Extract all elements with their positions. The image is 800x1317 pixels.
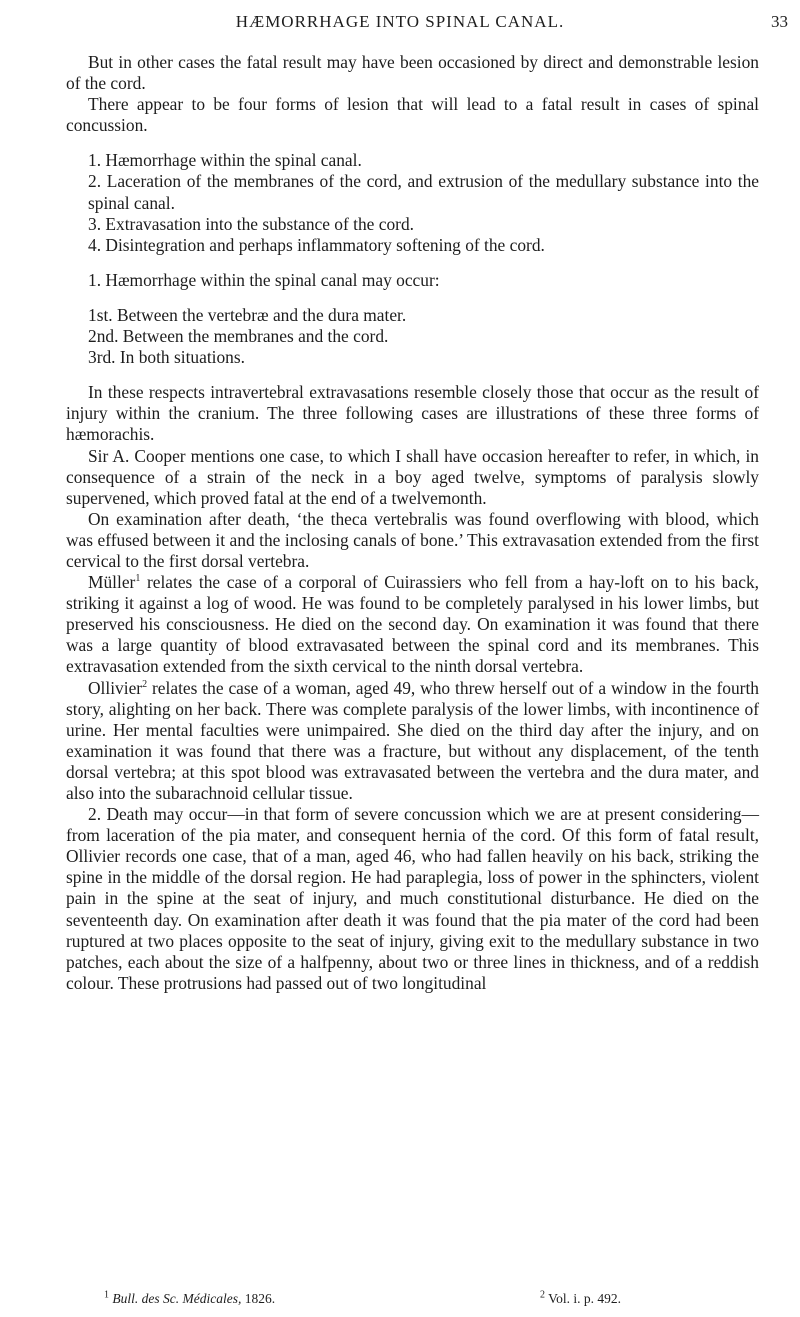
page-header — [0, 12, 800, 42]
page-body — [66, 52, 759, 994]
paragraph-ollivier-text: relates the case of a woman, aged 49, who threw herself out of a window in the fourth story, alighting on her back. There was complete paralysis of the lower limbs, with incontinence of urine. Her mental faculties were unimpaired. She died on the third day after the injury, and on examination it was found that there was a fracture, but without any displacement, of the tenth dorsal vertebra; at this spot blood was extravasated between the vertebra and the dura mater, and also into the subarachnoid cellular tissue. — [66, 677, 759, 803]
footnote-mark: 1 — [104, 1289, 109, 1301]
paragraph-ollivier — [66, 678, 759, 805]
list-item-form-4: 4. Disintegration and perhaps inflammatory softening of the cord. — [88, 234, 545, 255]
footnote-ref-1: 1 — [135, 573, 141, 585]
footnote-text: Vol. i. p. 492. — [545, 1291, 622, 1306]
haemorrhage-lead: 1. Hæmorrhage within the spinal canal may occur: — [88, 269, 440, 290]
page-number: 33 — [771, 12, 788, 31]
footnote-2 — [540, 1291, 621, 1307]
footnote-1 — [104, 1291, 275, 1307]
list-item-situation-3: 3rd. In both situations. — [88, 347, 245, 368]
paragraph-muller — [66, 572, 759, 677]
paragraph-laceration: 2. Death may occur—in that form of severe concussion which we are at present considering—from laceration of the pia mater, and consequent hernia of the cord. Of this form of fatal result, Ollivier records one case, that of a man, aged 46, who had fallen heavily on his back, striking the spine in the middle of the dorsal region. He had paraplegia, loss of power in the sphincters, violent pain in the spine at the seat of injury, and much constitutional disturbance. He died on the seventeenth day. On examination after death it was found that the pia mater of the cord had been ruptured at two places opposite to the seat of injury, giving exit to the medullary substance in two patches, each about the size of a halfpenny, about two or three lines in thickness, and of a reddish colour. These protrusions had passed out of two longitudinal — [66, 804, 759, 993]
list-item-form-2: 2. Laceration of the membranes of the cord, and extrusion of the medullary substance into the spinal canal. — [88, 171, 759, 213]
paragraph-intro: But in other cases the fatal result may have been occasioned by direct and demonstrable lesion of the cord. — [66, 52, 759, 94]
footnote-year: 1826. — [241, 1291, 276, 1306]
paragraph-four-forms: There appear to be four forms of lesion that will lead to a fatal result in cases of spinal concussion. — [66, 94, 759, 136]
author-name: Müller — [88, 572, 136, 593]
paragraph-examination: On examination after death, ‘the theca vertebralis was found overflowing with blood, which was effused between it and the inclosing canals of bone.’ This extravasation extended from the first cervical to the first dorsal vertebra. — [66, 508, 759, 571]
paragraph-intravertebral: In these respects intravertebral extravasations resemble closely those that occur as the result of injury within the cranium. The three following cases are illustrations of these three forms of hæmorachis. — [66, 382, 759, 445]
footnote-ref-2: 2 — [142, 678, 148, 690]
list-item-situation-1: 1st. Between the vertebræ and the dura mater. — [88, 304, 407, 325]
footnote-title: Bull. des Sc. Médicales, — [112, 1291, 242, 1306]
footnotes — [0, 1289, 800, 1316]
paragraph-cooper: Sir A. Cooper mentions one case, to which I shall have occasion hereafter to refer, in which, in consequence of a strain of the neck in a boy aged twelve, symptoms of paralysis slowly supervened, which proved fatal at the end of a twelvemonth. — [66, 445, 759, 508]
running-head: HÆMORRHAGE INTO SPINAL CANAL. — [235, 12, 565, 31]
author-name: Ollivier — [88, 677, 143, 698]
paragraph-muller-text: relates the case of a corporal of Cuirassiers who fell from a hay-loft on to his back, striking it against a log of wood. He was found to be completely paralysed in his lower limbs, but preserved his consciousness. He died on the second day. On examination it was found that there was a large quantity of blood extravasated between the spinal cord and its membranes. This extravasation extended from the sixth cervical to the ninth dorsal vertebra. — [66, 572, 759, 677]
list-item-form-3: 3. Extravasation into the substance of the cord. — [88, 213, 414, 234]
list-item-situation-2: 2nd. Between the membranes and the cord. — [88, 326, 389, 347]
footnote-mark: 2 — [540, 1289, 545, 1301]
list-item-form-1: 1. Hæmorrhage within the spinal canal. — [88, 150, 362, 171]
